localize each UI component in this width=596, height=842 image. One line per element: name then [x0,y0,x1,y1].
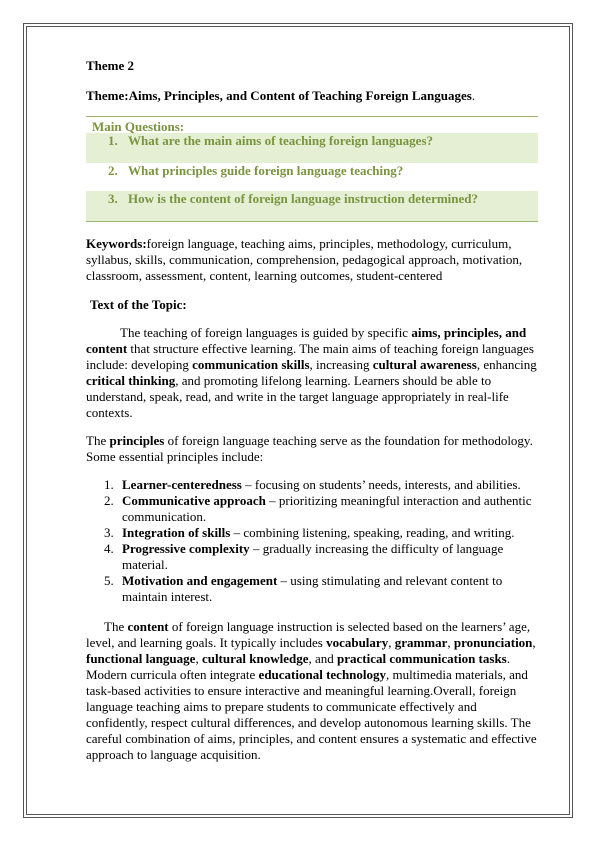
paragraph-aims [86,325,538,421]
keywords [86,236,538,284]
text-run: , [447,635,454,650]
paragraph-content [86,619,538,763]
list-number: 5. [104,573,114,588]
bold-term: practical communication tasks [337,651,507,666]
text-run: The [104,619,128,634]
text-run: , [532,635,536,650]
list-number: 4. [104,541,114,556]
question-number: 2. [108,163,118,178]
question-text: What principles guide foreign language teaching? [128,163,404,178]
list-number: 1. [104,477,114,492]
principles-list [104,477,538,605]
main-questions-list [86,133,538,221]
text-run: , [195,651,202,666]
text-run: . Modern curricula often integrate [86,651,510,682]
document-body [86,58,538,775]
theme-title [86,88,538,104]
bold-term: cultural knowledge [201,651,309,666]
question-number: 3. [108,191,118,206]
bold-term: Communicative approach [122,493,266,508]
question-item [86,133,538,163]
list-item [104,477,538,493]
theme-title-text: Theme:Aims, Principles, and Content of Teaching Foreign Languages [86,88,472,103]
bold-term: cultural awareness [372,357,477,372]
theme-title-period: . [471,88,476,103]
bold-term: vocabulary [326,635,389,650]
question-item [86,163,538,191]
topic-heading: Text of the Topic: [90,297,187,312]
text-run: of foreign language teaching serve as the foundation for methodology. Some essential principles include: [86,433,533,464]
list-item [104,493,538,525]
text-run: The teaching of foreign languages is guided by specific [120,325,412,340]
text-run: – gradually increasing the difficulty of language material. [122,541,504,572]
bold-term: Progressive complexity [122,541,250,556]
text-run: The [86,433,110,448]
keywords-text: foreign language, teaching aims, principles, methodology, curriculum, syllabus, skills, communication, comprehension, pedagogical approach, motivation, classroom, assessment, content, learning outcomes, student-centered [86,236,523,283]
list-number: 3. [104,525,114,540]
text-run: , [388,635,395,650]
bold-term: Integration of skills [122,525,231,540]
text-run: – combining listening, speaking, reading, and writing. [230,525,515,540]
list-item [104,541,538,573]
bold-term: functional language [86,651,196,666]
bold-term: principles [109,433,165,448]
question-text: How is the content of foreign language instruction determined? [128,191,479,206]
text-run: , multimedia materials, and task-based activities to ensure interactive and meaningful learning.Overall, foreign language teaching aims to prepare students to communicate effectively and confidently, respect cultural differences, and develop autonomous learning skills. The careful combination of aims, principles, and content ensures a systematic and effective approach to language acquisition. [86,667,537,762]
main-questions-box [86,116,538,222]
text-run: , and promoting lifelong learning. Learners should be able to understand, speak, read, and write in the target language appropriately in real-life contexts. [86,373,509,420]
bold-term: educational technology [258,667,387,682]
text-run: that structure effective learning. The main aims of teaching foreign languages include: developing [86,341,534,372]
theme-number: Theme 2 [86,58,135,73]
question-text: What are the main aims of teaching foreign languages? [128,133,434,148]
text-run: – prioritizing meaningful interaction and authentic communication. [122,493,532,524]
paragraph-principles-intro [86,433,538,465]
text-run: , and [308,651,338,666]
keywords-label: Keywords: [86,236,147,251]
list-item [104,525,538,541]
bold-term: aims, principles, and content [86,325,527,356]
bold-term: critical thinking [86,373,176,388]
main-questions-heading: Main Questions: [92,119,185,134]
bold-term: pronunciation [453,635,533,650]
bold-term: grammar [394,635,448,650]
bold-term: content [127,619,169,634]
text-run: , increasing [309,357,373,372]
text-run: – focusing on students’ needs, interests, and abilities. [241,477,521,492]
text-run: , enhancing [476,357,537,372]
bold-term: communication skills [192,357,310,372]
text-run: – using stimulating and relevant content to maintain interest. [122,573,503,604]
bold-term: Learner-centeredness [122,477,242,492]
list-item [104,573,538,605]
bold-term: Motivation and engagement [122,573,278,588]
question-item [86,191,538,221]
text-run: of foreign language instruction is selected based on the learners’ age, level, and learning goals. It typically includes [86,619,531,650]
list-number: 2. [104,493,114,508]
question-number: 1. [108,133,118,148]
